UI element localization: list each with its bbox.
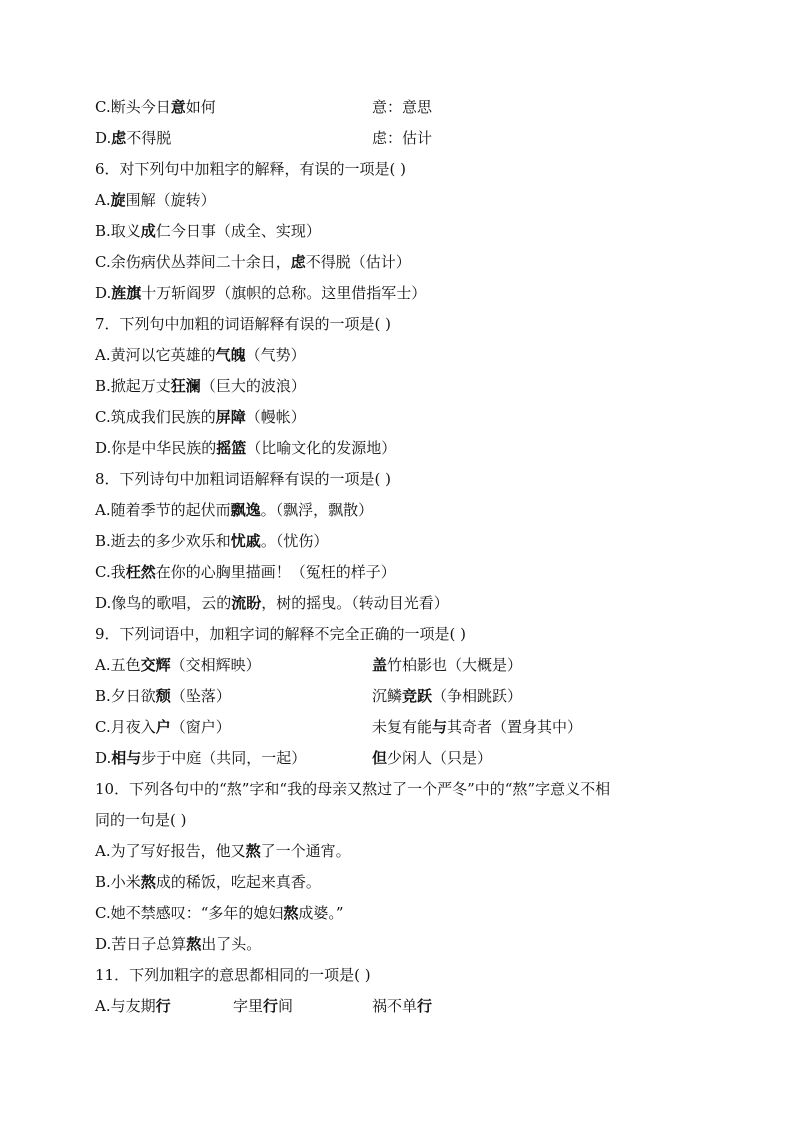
text-segment: 祸不单 bbox=[372, 997, 418, 1015]
line-main bbox=[95, 563, 396, 581]
text-segment: （争相跳跃） bbox=[432, 687, 523, 705]
text-line bbox=[95, 216, 705, 247]
text-segment: （窗户） bbox=[170, 718, 231, 736]
text-segment: 成婆。” bbox=[298, 904, 344, 922]
bold-term: 旌旗 bbox=[111, 284, 142, 302]
text-line bbox=[95, 836, 705, 867]
bold-term: 虑 bbox=[111, 129, 127, 147]
text-segment: ，树的摇曳。（转动目光看） bbox=[261, 594, 449, 612]
bold-term: 狂澜 bbox=[170, 377, 201, 395]
line-main bbox=[95, 501, 373, 519]
bold-term: 熬 bbox=[140, 873, 156, 891]
text-line bbox=[95, 898, 705, 929]
text-segment: C.余伤病伏丛莽间二十余日， bbox=[95, 253, 291, 271]
text-line bbox=[95, 960, 705, 991]
text-line bbox=[95, 309, 705, 340]
line-main bbox=[95, 439, 396, 457]
text-line bbox=[95, 154, 705, 185]
line-main bbox=[95, 377, 306, 395]
text-segment: 沉鳞 bbox=[372, 687, 403, 705]
text-segment: 成的稀饭，吃起来真香。 bbox=[155, 873, 321, 891]
bold-term: 竞跃 bbox=[402, 687, 433, 705]
text-segment: 十万斩阎罗（旗帜的总称。这里借指军士） bbox=[141, 284, 427, 302]
text-segment: B.小米 bbox=[95, 873, 141, 891]
line-right-column bbox=[372, 681, 522, 712]
bold-term: 行 bbox=[155, 997, 171, 1015]
text-segment: A.随着季节的起伏而 bbox=[95, 501, 231, 519]
text-segment: 其奇者（置身其中） bbox=[447, 718, 583, 736]
bold-term: 交辉 bbox=[140, 656, 171, 674]
text-segment: （幔帐） bbox=[245, 408, 306, 426]
text-line bbox=[95, 247, 705, 278]
bold-term: 虑 bbox=[290, 253, 306, 271]
bold-term: 熬 bbox=[245, 842, 261, 860]
text-segment: 了一个通宵。 bbox=[260, 842, 351, 860]
text-segment: 10．下列各句中的“熬”字和“我的母亲又熬过了一个严冬”中的“熬”字意义不相 bbox=[95, 780, 611, 798]
text-segment: B.逝去的多少欢乐和 bbox=[95, 532, 231, 550]
text-segment: 同的一句是( ) bbox=[95, 811, 187, 829]
bold-term: 飘逸 bbox=[230, 501, 261, 519]
line-right-column bbox=[372, 712, 582, 743]
bold-term: 户 bbox=[155, 718, 171, 736]
text-segment: 9．下列词语中，加粗字词的解释不完全正确的一项是( ) bbox=[95, 625, 467, 643]
bold-term: 行 bbox=[417, 997, 433, 1015]
line-main bbox=[95, 749, 306, 767]
text-segment: 。（忧伤） bbox=[260, 532, 329, 550]
text-segment: 间 bbox=[278, 997, 294, 1015]
line-main bbox=[95, 935, 261, 953]
bold-term: 忧戚 bbox=[230, 532, 261, 550]
text-segment: A.五色 bbox=[95, 656, 141, 674]
text-line bbox=[95, 650, 705, 681]
text-segment: 意：意思 bbox=[372, 98, 433, 116]
line-main bbox=[95, 842, 351, 860]
text-segment: C.筑成我们民族的 bbox=[95, 408, 216, 426]
text-segment: A.为了写好报告，他又 bbox=[95, 842, 246, 860]
text-segment: 不得脱 bbox=[126, 129, 172, 147]
text-line bbox=[95, 619, 705, 650]
text-segment: C.我 bbox=[95, 563, 126, 581]
bold-term: 熬 bbox=[283, 904, 299, 922]
text-line bbox=[95, 278, 705, 309]
text-segment: D. bbox=[95, 284, 112, 302]
text-line bbox=[95, 92, 705, 123]
bold-term: 熬 bbox=[186, 935, 202, 953]
text-segment: A.黄河以它英雄的 bbox=[95, 346, 216, 364]
text-line bbox=[95, 867, 705, 898]
text-line bbox=[95, 743, 705, 774]
text-line bbox=[95, 774, 705, 805]
line-main bbox=[95, 997, 171, 1015]
bold-term: 与 bbox=[432, 718, 448, 736]
line-main bbox=[95, 718, 231, 736]
text-line bbox=[95, 371, 705, 402]
text-line bbox=[95, 929, 705, 960]
text-line bbox=[95, 805, 705, 836]
line-main bbox=[95, 160, 406, 178]
text-segment: A. bbox=[95, 191, 111, 209]
text-segment: 围解（旋转） bbox=[125, 191, 216, 209]
text-line bbox=[95, 557, 705, 588]
line-main bbox=[95, 98, 216, 116]
line-middle-column bbox=[233, 991, 293, 1022]
line-main bbox=[95, 625, 466, 643]
text-line bbox=[95, 526, 705, 557]
bold-term: 摇篮 bbox=[216, 439, 247, 457]
line-main bbox=[95, 873, 321, 891]
line-main bbox=[95, 129, 171, 147]
text-segment: 字里 bbox=[233, 997, 264, 1015]
bold-term: 盖 bbox=[372, 656, 388, 674]
text-segment: 未复有能 bbox=[372, 718, 433, 736]
line-main bbox=[95, 346, 306, 364]
bold-term: 但 bbox=[372, 749, 388, 767]
text-line bbox=[95, 123, 705, 154]
bold-term: 气魄 bbox=[215, 346, 246, 364]
text-line bbox=[95, 681, 705, 712]
text-segment: （比喻文化的发源地） bbox=[246, 439, 397, 457]
text-line bbox=[95, 433, 705, 464]
line-right-column bbox=[372, 123, 432, 154]
text-segment: 出了头。 bbox=[201, 935, 262, 953]
line-main bbox=[95, 656, 261, 674]
text-segment: A.与友期 bbox=[95, 997, 156, 1015]
bold-term: 意 bbox=[170, 98, 186, 116]
text-line bbox=[95, 464, 705, 495]
text-segment: （坠落） bbox=[170, 687, 231, 705]
bold-term: 相与 bbox=[111, 749, 142, 767]
bold-term: 旋 bbox=[110, 191, 126, 209]
text-segment: B.夕日欲 bbox=[95, 687, 156, 705]
text-segment: C.月夜入 bbox=[95, 718, 156, 736]
text-segment: D. bbox=[95, 129, 112, 147]
line-main bbox=[95, 408, 306, 426]
text-segment: （巨大的波浪） bbox=[200, 377, 306, 395]
text-segment: 11．下列加粗字的意思都相同的一项是( ) bbox=[95, 966, 371, 984]
line-main bbox=[95, 191, 216, 209]
text-segment: 。（飘浮，飘散） bbox=[260, 501, 374, 519]
text-segment: （气势） bbox=[245, 346, 306, 364]
text-segment: （交相辉映） bbox=[170, 656, 261, 674]
text-line bbox=[95, 588, 705, 619]
text-segment: D. bbox=[95, 749, 112, 767]
bold-term: 颓 bbox=[155, 687, 171, 705]
bold-term: 成 bbox=[140, 222, 156, 240]
text-segment: D.你是中华民族的 bbox=[95, 439, 217, 457]
text-segment: B.取义 bbox=[95, 222, 141, 240]
text-segment: D.像鸟的歌唱，云的 bbox=[95, 594, 232, 612]
text-line bbox=[95, 991, 705, 1022]
line-main bbox=[95, 470, 391, 488]
line-main bbox=[95, 222, 321, 240]
text-line bbox=[95, 185, 705, 216]
text-segment: 如何 bbox=[185, 98, 216, 116]
line-main bbox=[95, 780, 610, 798]
text-line bbox=[95, 712, 705, 743]
line-right-column bbox=[372, 650, 522, 681]
text-segment: C.她不禁感叹：“多年的媳妇 bbox=[95, 904, 284, 922]
text-segment: 7．下列句中加粗的词语解释有误的一项是( ) bbox=[95, 315, 392, 333]
text-segment: 6．对下列句中加粗字的解释，有误的一项是( ) bbox=[95, 160, 407, 178]
line-main bbox=[95, 284, 426, 302]
text-segment: 虑：估计 bbox=[372, 129, 433, 147]
text-line bbox=[95, 340, 705, 371]
text-line bbox=[95, 402, 705, 433]
line-main bbox=[95, 904, 344, 922]
bold-term: 流盼 bbox=[231, 594, 262, 612]
text-segment: 步于中庭（共同，一起） bbox=[141, 749, 307, 767]
line-main bbox=[95, 315, 391, 333]
line-right-column bbox=[372, 92, 432, 123]
text-segment: 8．下列诗句中加粗词语解释有误的一项是( ) bbox=[95, 470, 392, 488]
line-main bbox=[95, 532, 328, 550]
line-right-column bbox=[372, 743, 492, 774]
text-segment: 少闲人（只是） bbox=[387, 749, 493, 767]
line-main bbox=[95, 253, 411, 271]
document-page bbox=[95, 92, 705, 1022]
text-segment: 在你的心胸里描画！（冤枉的样子） bbox=[155, 563, 396, 581]
line-main bbox=[95, 811, 186, 829]
line-main bbox=[95, 966, 371, 984]
line-main bbox=[95, 687, 231, 705]
line-main bbox=[95, 594, 449, 612]
text-segment: 仁今日事（成全、实现） bbox=[155, 222, 321, 240]
text-segment: 不得脱（估计） bbox=[305, 253, 411, 271]
text-line bbox=[95, 495, 705, 526]
bold-term: 枉然 bbox=[125, 563, 156, 581]
text-segment: D.苦日子总算 bbox=[95, 935, 187, 953]
line-right-column bbox=[372, 991, 432, 1022]
text-segment: C.断头今日 bbox=[95, 98, 171, 116]
bold-term: 行 bbox=[263, 997, 279, 1015]
text-segment: 竹柏影也（大概是） bbox=[387, 656, 523, 674]
text-segment: B.掀起万丈 bbox=[95, 377, 171, 395]
bold-term: 屏障 bbox=[215, 408, 246, 426]
